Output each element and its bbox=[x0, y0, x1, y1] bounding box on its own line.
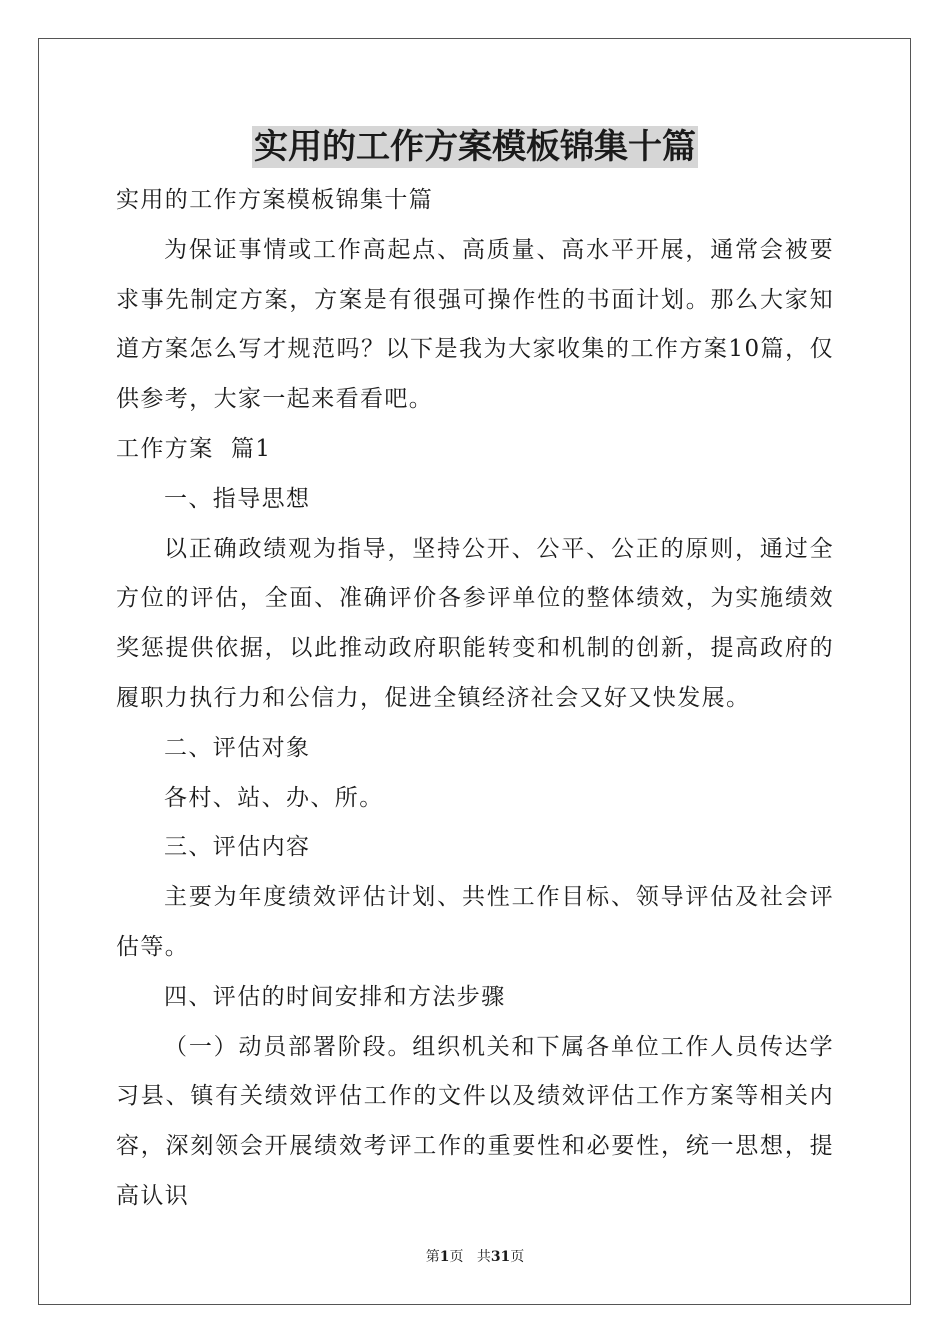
page-label-prefix: 第 bbox=[425, 1249, 440, 1265]
current-page-number: 1 bbox=[439, 1249, 450, 1265]
total-label-suffix: 页 bbox=[510, 1249, 525, 1265]
total-page-count: 31 bbox=[490, 1249, 511, 1265]
document-body bbox=[116, 176, 834, 1222]
page-label-suffix: 页 bbox=[449, 1249, 464, 1265]
heading-evaluation-content: 三、评估内容 bbox=[164, 834, 311, 861]
paragraph-intro: 为保证事情或工作高起点、高质量、高水平开展，通常会被要求事先制定方案，方案是有很强可操作性的书面计划。那么大家知道方案怎么写才规范吗？以下是我为大家收集的工作方案10篇，仅供参考，大家一起来看看吧。 bbox=[116, 236, 834, 413]
paragraph-subtitle: 实用的工作方案模板锦集十篇 bbox=[116, 187, 434, 213]
page-footer bbox=[0, 1248, 950, 1266]
paragraph-guiding-principle: 以正确政绩观为指导，坚持公开、公平、公正的原则，通过全方位的评估，全面、准确评价各参评单位的整体绩效，为实施绩效奖惩提供依据，以此推动政府职能转变和机制的创新，提高政府的履职力执行力和公信力，促进全镇经济社会又好又快发展。 bbox=[116, 535, 834, 711]
section-heading: 工作方案 篇1 bbox=[116, 435, 272, 462]
heading-guiding-principle: 一、指导思想 bbox=[164, 485, 311, 512]
heading-schedule: 四、评估的时间安排和方法步骤 bbox=[164, 983, 506, 1010]
document-title: 实用的工作方案模板锦集十篇 bbox=[254, 127, 696, 167]
title-container bbox=[0, 126, 950, 168]
paragraph-evaluation-target: 各村、站、办、所。 bbox=[164, 784, 384, 811]
heading-evaluation-target: 二、评估对象 bbox=[164, 734, 311, 761]
paragraph-evaluation-content: 主要为年度绩效评估计划、共性工作目标、领导评估及社会评估等。 bbox=[116, 884, 834, 960]
total-label-prefix: 共 bbox=[476, 1249, 491, 1265]
paragraph-mobilization: （一）动员部署阶段。组织机关和下属各单位工作人员传达学习县、镇有关绩效评估工作的文件以及绩效评估工作方案等相关内容，深刻领会开展绩效考评工作的重要性和必要性，统一思想，提高认识 bbox=[116, 1033, 834, 1209]
